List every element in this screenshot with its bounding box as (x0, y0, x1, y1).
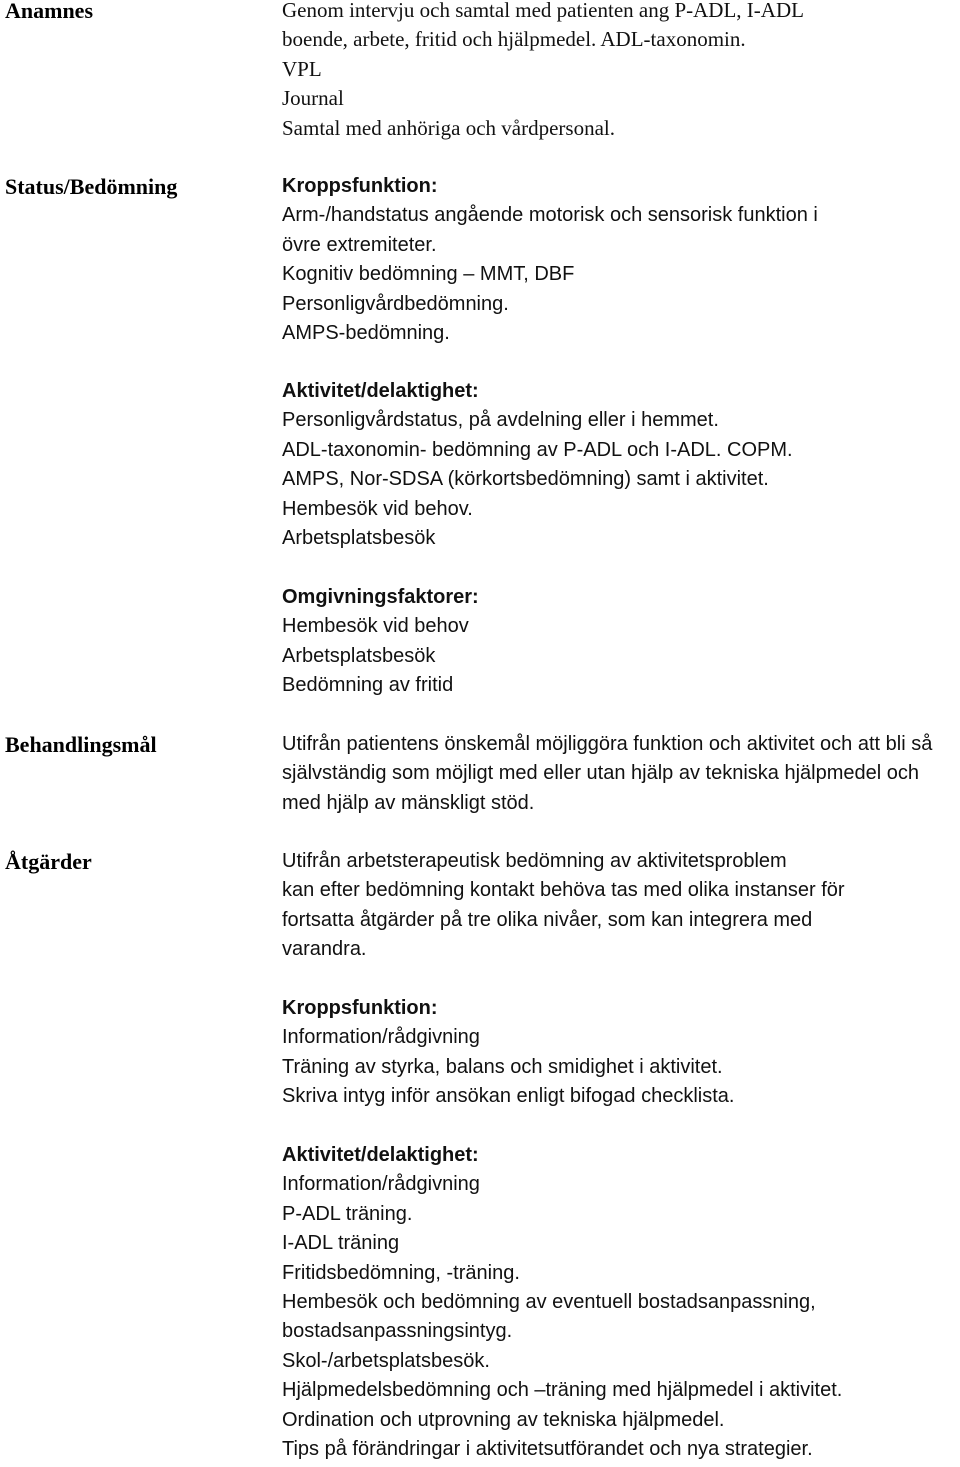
atgarder-kroppsfunktion-line: Träning av styrka, balans och smidighet i aktivitet. (282, 1055, 723, 1078)
atgarder-aktivitet-line: P-ADL träning. (282, 1202, 413, 1225)
status-aktivitet-line: AMPS, Nor-SDSA (körkortsbedömning) samt i aktivitet. (282, 468, 769, 491)
atgarder-aktivitet-line: Skol-/arbetsplatsbesök. (282, 1349, 490, 1372)
atgarder-aktivitet-line: Hembesök och bedömning av eventuell bostadsanpassning, (282, 1291, 816, 1314)
section-label-atgarder: Åtgärder (5, 849, 92, 874)
status-kroppsfunktion-line: AMPS-bedömning. (282, 322, 450, 345)
atgarder-aktivitet-line: Ordination och utprovning av tekniska hjälpmedel. (282, 1408, 725, 1431)
status-kroppsfunktion-heading: Kroppsfunktion: (282, 175, 438, 197)
status-omgivningsfaktorer-line: Hembesök vid behov (282, 615, 469, 638)
atgarder-kroppsfunktion-line: Skriva intyg inför ansökan enligt bifogad checklista. (282, 1085, 735, 1108)
atgarder-intro-line: kan efter bedömning kontakt behöva tas med olika instanser för (282, 879, 845, 902)
anamnes-line: Samtal med anhöriga och vårdpersonal. (282, 115, 615, 140)
status-omgivningsfaktorer-line: Bedömning av fritid (282, 674, 454, 697)
atgarder-intro (282, 847, 958, 965)
anamnes-line: Journal (282, 86, 344, 111)
status-aktivitet (282, 377, 958, 553)
anamnes-content (282, 0, 958, 143)
atgarder-aktivitet-line: bostadsanpassningsintyg. (282, 1320, 513, 1343)
anamnes-line: boende, arbete, fritid och hjälpmedel. ADL-taxonomin. (282, 27, 746, 52)
status-aktivitet-line: Hembesök vid behov. (282, 497, 473, 520)
status-kroppsfunktion-line: Arm-/handstatus angående motorisk och sensorisk funktion i (282, 204, 818, 227)
atgarder-aktivitet-line: I-ADL träning (282, 1232, 400, 1255)
status-aktivitet-line: Personligvårdstatus, på avdelning eller i hemmet. (282, 409, 719, 432)
section-label-behandlingsmal: Behandlingsmål (5, 732, 157, 757)
atgarder-kroppsfunktion-heading: Kroppsfunktion: (282, 997, 438, 1019)
status-kroppsfunktion-line: Kognitiv bedömning – MMT, DBF (282, 263, 575, 286)
atgarder-aktivitet-line: Information/rådgivning (282, 1173, 480, 1196)
anamnes-line: Genom intervju och samtal med patienten ang P-ADL, I-ADL (282, 0, 804, 22)
status-omgivningsfaktorer (282, 583, 958, 701)
atgarder-intro-line: fortsatta åtgärder på tre olika nivåer, som kan integrera med (282, 908, 813, 931)
behandlingsmal-content (282, 730, 958, 818)
atgarder-aktivitet-heading: Aktivitet/delaktighet: (282, 1144, 479, 1166)
atgarder-aktivitet (282, 1141, 958, 1464)
status-aktivitet-line: ADL-taxonomin- bedömning av P-ADL och I-ADL. COPM. (282, 438, 793, 461)
section-label-status-bedomning: Status/Bedömning (5, 174, 178, 199)
atgarder-aktivitet-line: Hjälpmedelsbedömning och –träning med hjälpmedel i aktivitet. (282, 1379, 843, 1402)
section-label-anamnes: Anamnes (5, 0, 94, 23)
status-kroppsfunktion (282, 172, 958, 348)
status-aktivitet-line: Arbetsplatsbesök (282, 527, 436, 550)
atgarder-intro-line: Utifrån arbetsterapeutisk bedömning av aktivitetsproblem (282, 850, 787, 872)
atgarder-kroppsfunktion (282, 994, 958, 1112)
atgarder-kroppsfunktion-line: Information/rådgivning (282, 1026, 480, 1049)
status-omgivningsfaktorer-heading: Omgivningsfaktorer: (282, 586, 479, 608)
status-kroppsfunktion-line: övre extremiteter. (282, 233, 437, 256)
atgarder-aktivitet-line: Tips på förändringar i aktivitetsutförandet och nya strategier. (282, 1438, 813, 1461)
status-omgivningsfaktorer-line: Arbetsplatsbesök (282, 644, 436, 667)
status-aktivitet-heading: Aktivitet/delaktighet: (282, 380, 479, 402)
atgarder-aktivitet-line: Fritidsbedömning, -träning. (282, 1261, 520, 1284)
status-kroppsfunktion-line: Personligvårdbedömning. (282, 292, 509, 315)
anamnes-line: VPL (282, 56, 322, 81)
atgarder-intro-line: varandra. (282, 938, 367, 961)
behandlingsmal-text: Utifrån patientens önskemål möjliggöra funktion och aktivitet och att bli så självständig som möjligt med eller utan hjälp av tekniska hjälpmedel och med hjälp av mänskligt stöd. (282, 733, 933, 814)
